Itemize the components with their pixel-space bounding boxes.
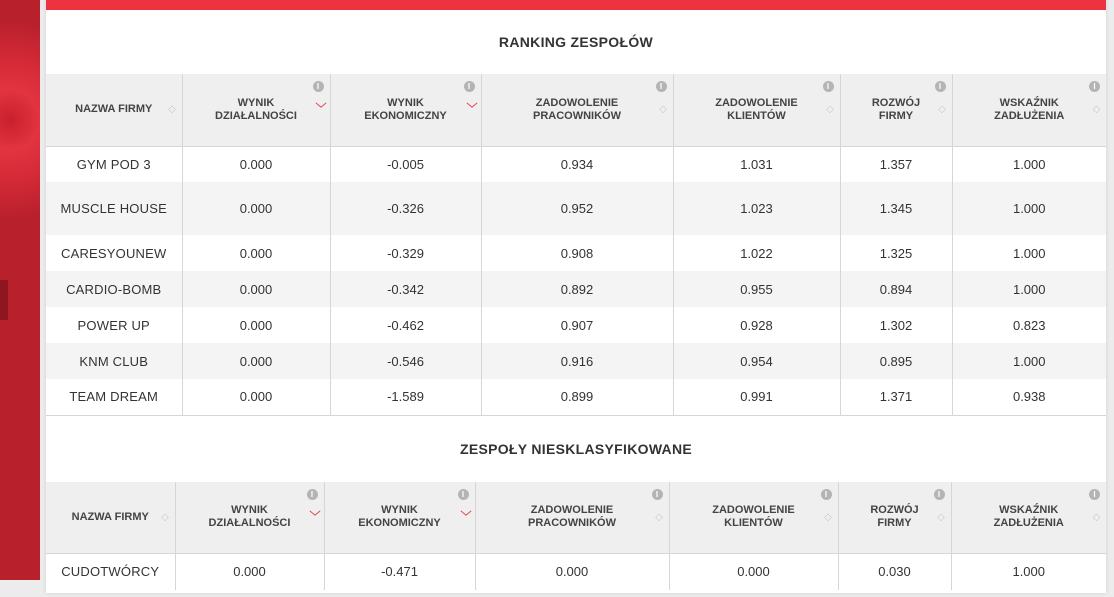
column-header-5[interactable] bbox=[840, 74, 952, 146]
sort-desc-icon[interactable]: ﹀ bbox=[466, 103, 478, 115]
sort-icon[interactable]: ◇ bbox=[826, 104, 834, 115]
value-cell: 0.894 bbox=[840, 271, 952, 307]
company-name-cell: CARESYOUNEW bbox=[46, 235, 182, 271]
company-name-cell: MUSCLE HOUSE bbox=[46, 182, 182, 235]
ranking-card bbox=[46, 0, 1106, 593]
value-cell: 1.000 bbox=[1012, 156, 1046, 172]
table-row bbox=[46, 235, 1106, 271]
background-decoration bbox=[0, 0, 40, 580]
value-cell: -0.471 bbox=[324, 554, 475, 590]
sort-icon[interactable]: ◇ bbox=[168, 104, 176, 115]
background-shade bbox=[0, 280, 8, 320]
column-header-label: NAZWA FIRMY bbox=[71, 510, 149, 523]
value-cell: 0.934 bbox=[481, 146, 673, 182]
value-cell: 1.031 bbox=[673, 146, 840, 182]
value-cell: 0.000 bbox=[475, 554, 669, 590]
ranking-table bbox=[46, 74, 1106, 416]
company-name-cell: CUDOTWÓRCY bbox=[46, 554, 175, 590]
value-cell: 1.000 bbox=[1012, 564, 1046, 580]
value-cell: 1.023 bbox=[673, 182, 840, 235]
info-icon[interactable]: I bbox=[934, 489, 945, 500]
column-header-label: WSKAŹNIK ZADŁUŻENIA bbox=[994, 96, 1065, 122]
info-icon[interactable]: I bbox=[823, 81, 834, 92]
value-cell: 0.000 bbox=[182, 182, 330, 235]
value-cell: 0.908 bbox=[481, 235, 673, 271]
info-icon[interactable]: I bbox=[464, 81, 475, 92]
table-row bbox=[46, 379, 1106, 415]
value-cell: 0.916 bbox=[481, 343, 673, 379]
info-icon[interactable]: I bbox=[1089, 489, 1100, 500]
value-cell: 0.954 bbox=[673, 343, 840, 379]
column-header-label: ZADOWOLENIE PRACOWNIKÓW bbox=[533, 96, 621, 122]
value-cell: 1.000 bbox=[952, 343, 1106, 379]
value-cell: 0.928 bbox=[673, 307, 840, 343]
value-cell: -0.005 bbox=[330, 146, 481, 182]
value-cell: 0.952 bbox=[481, 182, 673, 235]
value-cell: 0.000 bbox=[182, 271, 330, 307]
value-cell: 0.000 bbox=[182, 379, 330, 415]
info-icon[interactable]: I bbox=[652, 489, 663, 500]
column-header-label: ZADOWOLENIE KLIENTÓW bbox=[715, 96, 798, 122]
value-cell: -0.462 bbox=[330, 307, 481, 343]
column-header-2[interactable] bbox=[330, 74, 481, 146]
accent-bar bbox=[46, 0, 1106, 10]
info-icon[interactable]: I bbox=[313, 81, 324, 92]
sort-icon[interactable]: ◇ bbox=[659, 104, 667, 115]
column-header-label: ROZWÓJ FIRMY bbox=[870, 504, 919, 530]
column-header-6[interactable] bbox=[952, 74, 1106, 146]
sort-desc-icon[interactable]: ﹀ bbox=[309, 510, 321, 523]
column-header-label: WSKAŹNIK ZADŁUŻENIA bbox=[993, 504, 1064, 530]
company-name-cell: GYM POD 3 bbox=[46, 146, 182, 182]
value-cell: 1.000 bbox=[952, 271, 1106, 307]
value-cell: 0.000 bbox=[175, 554, 324, 590]
column-header-4[interactable] bbox=[669, 482, 838, 554]
column-header-0[interactable] bbox=[46, 482, 175, 554]
column-header-5[interactable] bbox=[838, 482, 951, 554]
value-cell: 0.000 bbox=[669, 554, 838, 590]
column-header-0[interactable] bbox=[46, 74, 182, 146]
value-cell: 0.000 bbox=[182, 235, 330, 271]
column-header-1[interactable] bbox=[182, 74, 330, 146]
info-icon[interactable]: I bbox=[1089, 81, 1100, 92]
value-cell: 1.325 bbox=[840, 235, 952, 271]
value-cell: 1.000 bbox=[952, 182, 1106, 235]
value-cell: 0.895 bbox=[840, 343, 952, 379]
column-header-label: WYNIK EKONOMICZNY bbox=[358, 504, 441, 530]
value-cell: 1.000 bbox=[1012, 245, 1046, 261]
column-header-label: WYNIK DZIAŁALNOŚCI bbox=[208, 504, 291, 530]
sort-icon[interactable]: ◇ bbox=[937, 511, 945, 523]
company-name-cell: POWER UP bbox=[46, 307, 182, 343]
value-cell: 0.030 bbox=[838, 554, 951, 590]
column-header-label: ROZWÓJ FIRMY bbox=[871, 96, 921, 122]
column-header-4[interactable] bbox=[673, 74, 840, 146]
unclassified-table bbox=[46, 482, 1106, 590]
table-row bbox=[46, 182, 1106, 235]
unclassified-title: ZESPOŁY NIESKLASYFIKOWANE bbox=[459, 440, 693, 457]
sort-icon[interactable]: ◇ bbox=[655, 511, 663, 523]
sort-icon[interactable]: ◇ bbox=[1092, 511, 1101, 523]
sort-icon[interactable]: ◇ bbox=[161, 511, 169, 523]
value-cell: -1.589 bbox=[330, 379, 481, 415]
column-header-3[interactable] bbox=[475, 482, 669, 554]
column-header-label: WYNIK DZIAŁALNOŚCI bbox=[215, 96, 297, 122]
ranking-title: RANKING ZESPOŁÓW bbox=[498, 34, 654, 50]
value-cell: 0.991 bbox=[673, 379, 840, 415]
sort-icon[interactable]: ◇ bbox=[824, 511, 832, 523]
table-row bbox=[46, 307, 1106, 343]
value-cell: 1.371 bbox=[840, 379, 952, 415]
value-cell: 1.345 bbox=[840, 182, 952, 235]
company-name-cell: TEAM DREAM bbox=[46, 379, 182, 415]
value-cell: 0.000 bbox=[182, 146, 330, 182]
sort-desc-icon[interactable]: ﹀ bbox=[315, 103, 327, 115]
table-row bbox=[46, 271, 1106, 307]
sort-icon[interactable]: ◇ bbox=[1092, 104, 1101, 115]
value-cell: 0.000 bbox=[182, 307, 330, 343]
value-cell: -0.546 bbox=[330, 343, 481, 379]
column-header-label: NAZWA FIRMY bbox=[75, 103, 153, 116]
value-cell: 1.357 bbox=[840, 146, 952, 182]
info-icon[interactable]: I bbox=[458, 489, 469, 500]
info-icon[interactable]: I bbox=[656, 81, 667, 92]
value-cell: 1.302 bbox=[840, 307, 952, 343]
column-header-label: ZADOWOLENIE KLIENTÓW bbox=[712, 504, 795, 530]
value-cell: 0.955 bbox=[673, 271, 840, 307]
sort-desc-icon[interactable]: ﹀ bbox=[460, 510, 472, 523]
value-cell: -0.329 bbox=[330, 235, 481, 271]
info-icon[interactable]: I bbox=[935, 81, 946, 92]
table-row bbox=[46, 343, 1106, 379]
column-header-label: ZADOWOLENIE PRACOWNIKÓW bbox=[528, 504, 616, 530]
sort-icon[interactable]: ◇ bbox=[938, 104, 946, 115]
value-cell: -0.342 bbox=[330, 271, 481, 307]
value-cell: 1.022 bbox=[673, 235, 840, 271]
column-header-label: WYNIK EKONOMICZNY bbox=[364, 96, 447, 122]
value-cell: 0.892 bbox=[481, 271, 673, 307]
company-name-cell: KNM CLUB bbox=[46, 343, 182, 379]
table-row bbox=[46, 146, 1106, 182]
value-cell: 0.823 bbox=[1012, 317, 1046, 333]
column-header-2[interactable] bbox=[324, 482, 475, 554]
column-header-3[interactable] bbox=[481, 74, 673, 146]
table-row bbox=[46, 554, 1106, 590]
column-header-1[interactable] bbox=[175, 482, 324, 554]
company-name-cell: CARDIO-BOMB bbox=[46, 271, 182, 307]
value-cell: 0.000 bbox=[182, 343, 330, 379]
value-cell: -0.326 bbox=[330, 182, 481, 235]
info-icon[interactable]: I bbox=[307, 489, 318, 500]
value-cell: 0.907 bbox=[481, 307, 673, 343]
value-cell: 0.938 bbox=[1012, 389, 1046, 405]
column-header-6[interactable] bbox=[951, 482, 1106, 554]
value-cell: 0.899 bbox=[481, 379, 673, 415]
info-icon[interactable]: I bbox=[821, 489, 832, 500]
